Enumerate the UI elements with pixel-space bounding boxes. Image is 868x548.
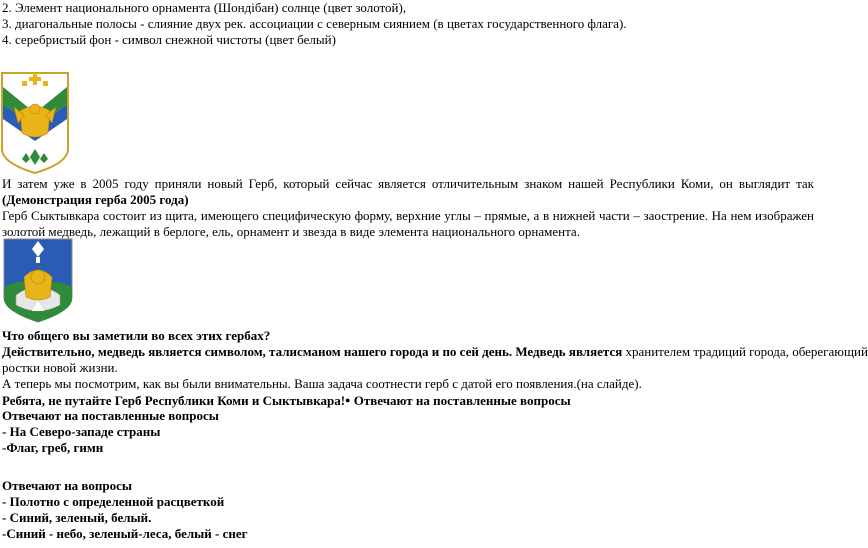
answer-line2: ростки новой жизни. (2, 360, 118, 375)
responses1-item1: - На Северо-западе страны (2, 424, 161, 439)
warning-text: Ребята, не путайте Герб Республики Коми и Сыктывкара! (2, 393, 346, 408)
answer-line1 (2, 344, 868, 360)
responses1-item2: -Флаг, греб, гимн (2, 440, 104, 455)
warning-line (2, 392, 571, 409)
responses2-item2: - Синий, зеленый, белый. (2, 510, 152, 525)
komi-coat-of-arms-image (0, 71, 70, 175)
list-item-3: 3. диагональные полосы - слияние двух рек. ассоциации с северным сиянием (в цветах государственного флага). (2, 16, 627, 31)
para-city-line2: золотой медведь, лежащий в берлоге, ель, орнамент и звезда в виде элемента национального орнамента. (2, 224, 580, 239)
task-text: А теперь мы посмотрим, как вы были внимательны. Ваша задача соотнести герб с датой его появления.(на слайде). (2, 376, 642, 391)
syktyvkar-coat-of-arms-image (2, 237, 74, 324)
para-2005-line1: И затем уже в 2005 году приняли новый Герб, который сейчас является отличительным знаком нашей Республики Коми, он выглядит так (2, 176, 814, 191)
responses2-item1: - Полотно с определенной расцветкой (2, 494, 225, 509)
para-city-line1: Герб Сыктывкара состоит из щита, имеющего специфическую форму, верхние углы – прямые, а в нижней части – заострение. На нем изображен (2, 208, 814, 223)
responses1-header: Отвечают на поставленные вопросы (2, 408, 219, 423)
responses2-header: Отвечают на вопросы (2, 478, 133, 493)
list-item-4: 4. серебристый фон - символ снежной чистоты (цвет белый) (2, 32, 336, 47)
answer-line1-bold: Действительно, медведь является символом, талисманом нашего города и по сей день. Медведь является (2, 344, 623, 359)
warning-after: Отвечают на поставленные вопросы (350, 393, 571, 408)
list-item-2: 2. Элемент национального орнамента (Шондiбан) солнце (цвет золотой), (2, 0, 407, 15)
answer-line1-rest: хранителем традиций города, оберегающий (622, 344, 868, 359)
bullet-icon: ● (345, 395, 351, 405)
responses2-item3: -Синий - небо, зеленый-леса, белый - снег (2, 526, 248, 541)
question-text: Что общего вы заметили во всех этих гербах? (2, 328, 271, 343)
para-2005-line2: (Демонстрация герба 2005 года) (2, 192, 189, 207)
